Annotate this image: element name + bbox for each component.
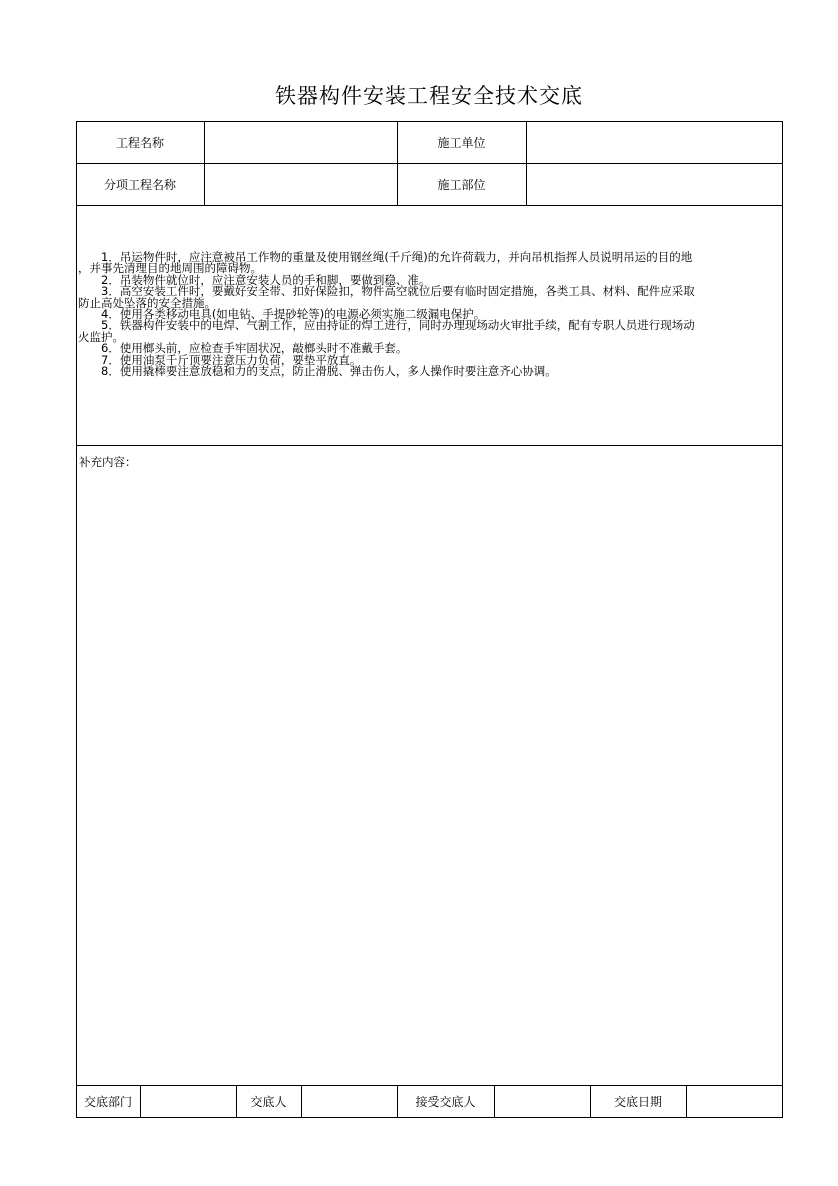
content-line: 火监护。: [78, 329, 124, 344]
content-line: 5．铁器构件安装中的电焊、气割工作，应由持证的焊工进行，同时办理现场动火审批手续，配有专职人员进行现场动: [78, 318, 695, 333]
disclosure-date-field[interactable]: [687, 1086, 782, 1118]
project-name-field[interactable]: [205, 122, 397, 163]
content-line: 4．使用各类移动电具(如电钻、手提砂轮等)的电源必须实施二级漏电保护。: [78, 307, 486, 322]
project-name-label: 工程名称: [115, 135, 164, 150]
construction-unit-field[interactable]: [527, 122, 782, 163]
construction-part-field[interactable]: [527, 164, 782, 205]
construction-unit-label: 施工单位: [437, 135, 486, 150]
row-divider: [76, 445, 783, 446]
receiver-label: 接受交底人: [415, 1095, 476, 1109]
content-line: 3．高空安装工件时，要戴好安全带、扣好保险扣，物件高空就位后要有临时固定措施，各类工具、材料、配件应采取: [78, 284, 695, 299]
document-title: 铁器构件安装工程安全技术交底: [275, 84, 583, 108]
content-line: ，并事先清理目的地周围的障碍物。: [78, 261, 262, 276]
safety-content: [78, 252, 782, 377]
content-line: 防止高处坠落的安全措施。: [78, 295, 216, 310]
construction-part-label: 施工部位: [437, 177, 486, 192]
discloser-label: 交底人: [250, 1095, 287, 1109]
receiver-field[interactable]: [495, 1086, 590, 1118]
sub-project-name-label: 分项工程名称: [103, 177, 176, 192]
content-line: 2．吊装物件就位时，应注意安装人员的手和脚，要做到稳、准。: [78, 272, 431, 287]
disclosure-dept-label: 交底部门: [83, 1095, 132, 1109]
disclosure-dept-field[interactable]: [141, 1086, 236, 1118]
content-line: 8．使用撬棒要注意放稳和力的支点，防止滑脱、弹击伤人，多人操作时要注意齐心协调。: [78, 364, 557, 379]
content-line: 6．使用榔头前，应检查手牢固状况，敲榔头时不准戴手套。: [78, 341, 408, 356]
content-line: 7．使用油泵千斤顶要注意压力负荷，要垫平放直。: [78, 352, 362, 367]
disclosure-date-label: 交底日期: [613, 1095, 662, 1109]
row-divider: [76, 205, 783, 206]
supplement-field[interactable]: [77, 470, 782, 1083]
sub-project-name-field[interactable]: [205, 164, 397, 205]
discloser-field[interactable]: [302, 1086, 397, 1118]
supplement-label: 补充内容：: [79, 455, 137, 469]
content-line: 1．吊运物件时，应注意被吊工作物的重量及使用钢丝绳(千斤绳)的允许荷载力，并向吊机指挥人员说明吊运的目的地: [78, 250, 693, 264]
